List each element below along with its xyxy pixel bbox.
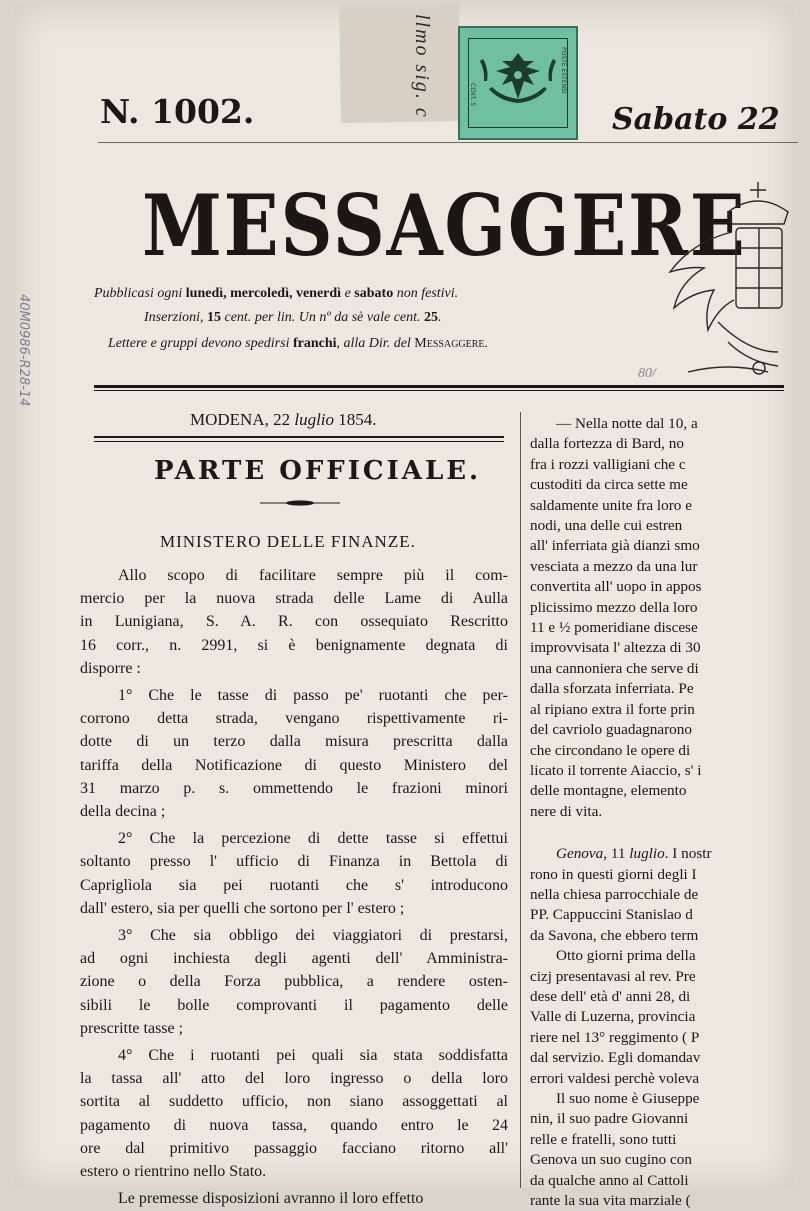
article-line: dall' estero, sia per quelli che sortono per l' estero ; <box>80 899 405 917</box>
stamp-country: POSTE ESTENSI <box>560 47 567 94</box>
news-line: fra i rozzi valligiani che c <box>530 455 686 473</box>
article-line: mercio per la nuova strada delle Lame di Aulla <box>80 590 508 608</box>
article-line: la tassa all' atto del loro ingresso o della loro <box>80 1070 508 1088</box>
news-line: Valle di Luzerna, provincia <box>530 1008 696 1026</box>
dateline-place: MODENA, 22 <box>190 410 295 429</box>
genova-date: , 11 <box>603 845 630 863</box>
news-line: rante la sua vita marziale ( <box>530 1192 691 1210</box>
info-3-d: Messaggere <box>414 336 485 351</box>
article-line: 1° Che le tasse di passo pe' ruotanti che per- <box>118 687 508 705</box>
article-line: ad ogni inchiesta degli agenti dell' Amministra- <box>80 950 508 968</box>
news-line: convertita all' uopo in appos <box>530 578 702 596</box>
info-1-d: sabato <box>354 286 394 301</box>
header-rule <box>98 142 798 143</box>
news-line: 11 e ½ pomeridiane discese <box>530 619 698 637</box>
ministry-heading: MINISTERO DELLE FINANZE. <box>160 532 416 551</box>
right-column-text <box>530 414 810 1211</box>
coat-of-arms-icon <box>658 172 808 382</box>
news-line: dal servizio. Egli domandav <box>530 1049 701 1067</box>
margin-pencil-note: 40M0986-R28-14 <box>16 294 31 407</box>
info-line-3 <box>108 336 488 352</box>
info-2-b: 15 <box>207 310 221 325</box>
news-line: Otto giorni prima della <box>556 947 696 965</box>
dateline <box>190 410 377 430</box>
info-2-a: Inserzioni, <box>144 310 207 325</box>
article-line: soltanto presso l' ufficio di Finanza in Bettola di <box>80 853 508 871</box>
dateline-month: luglio <box>294 410 335 429</box>
stamp-frame <box>468 38 568 128</box>
dateline-rule-thin <box>94 441 504 442</box>
info-2-d: 25 <box>424 310 439 325</box>
pencil-mark: 80/ <box>638 366 656 381</box>
news-line: errori valdesi perchè voleva <box>530 1069 700 1087</box>
article-line: 3° Che sia obbligo dei viaggiatori di prestarsi, <box>118 927 508 945</box>
news-line: da qualche anno al Cattoli <box>530 1171 689 1189</box>
genova-place: Genova <box>556 845 604 863</box>
news-line: nere di vita. <box>530 802 603 820</box>
news-line: nin, il suo padre Giovanni <box>530 1110 689 1128</box>
news-line: improvvisata l' altezza di 30 <box>530 639 701 657</box>
info-3-a: Lettere e gruppi devono spedirsi <box>108 336 293 351</box>
postage-stamp <box>458 26 578 140</box>
issue-date: Sabato 22 <box>612 102 780 137</box>
news-line: rono in questi giorni degli I <box>530 865 697 883</box>
article-line: Le premesse disposizioni avranno il loro effetto <box>118 1190 424 1208</box>
info-1-a: Pubblicasi ogni <box>94 286 186 301</box>
info-1-e: non festivi. <box>393 286 459 301</box>
info-3-c: , alla Dir. del <box>336 336 415 351</box>
genova-dateline <box>530 844 810 864</box>
article-line: della decina ; <box>80 803 166 821</box>
news-line: Genova un suo cugino con <box>530 1151 692 1169</box>
article-line: Allo scopo di facilitare sempre più il com- <box>118 567 508 584</box>
news-line: Il suo nome è Giuseppe <box>556 1090 700 1107</box>
issue-number: N. 1002. <box>100 92 255 131</box>
article-line: 2° Che la percezione di dette tasse si effettui <box>118 830 508 848</box>
info-2-e: . <box>438 310 442 325</box>
article-line: ore dal primitivo passaggio facciano ritorno all' <box>80 1139 508 1157</box>
stamp-value: CENT. 5 <box>469 83 476 107</box>
masthead-rule-thin <box>94 390 784 391</box>
news-line: plicissimo mezzo della loro <box>530 598 698 616</box>
eagle-icon <box>469 39 567 127</box>
article-line: dotte di un terzo dalla misura prescritta dalla <box>80 733 508 751</box>
handwritten-address: llmo sig. c <box>411 14 433 119</box>
newspaper-page <box>14 4 794 1210</box>
article-line: 4° Che i ruotanti pei quali sia stata soddisfatta <box>118 1047 508 1065</box>
news-line: riere nel 13° reggimento ( P <box>530 1028 700 1046</box>
column-divider <box>520 412 521 1188</box>
masthead-title: MESSAGGERE <box>142 176 747 275</box>
article-line: disporre : <box>80 659 141 677</box>
info-line-1 <box>94 286 458 302</box>
article-line: 31 marzo p. s. ommettendo le frazioni minori <box>80 779 508 797</box>
genova-month: luglio <box>629 845 665 863</box>
news-line: una cannoniera che serve di <box>530 659 699 677</box>
article-line: 16 corr., n. 2991, si è benignamente degnata di <box>80 636 508 654</box>
section-title: PARTE OFFICIALE. <box>154 456 482 486</box>
news-line: che circondano le opere di <box>530 741 691 759</box>
article-line: corrono detta strada, vengano rispettivamente ri- <box>80 710 508 728</box>
info-1-b: lunedì, mercoledì, venerdì <box>185 286 342 301</box>
news-line: dese dell' età d' anni 28, di <box>530 987 691 1005</box>
article-line: prescritte tasse ; <box>80 1019 184 1037</box>
dateline-year: 1854. <box>334 410 377 429</box>
article-line: sortita al suddetto ufficio, non siano assoggettati al <box>80 1093 508 1111</box>
article-line: Capriglìola sia pei ruotanti che s' introducono <box>80 876 508 894</box>
news-line: custoditi da circa sette me <box>530 476 688 494</box>
news-line: al ripiano extra il forte prin <box>530 700 695 718</box>
article-line: pagamento di nuova tassa, quando entro le 24 <box>80 1116 508 1134</box>
info-3-e: . <box>484 336 489 351</box>
left-column-text <box>80 564 508 1210</box>
news-line: del cavriolo guadagnarono <box>530 721 692 739</box>
article-line: sibili le bolle comprovanti il pagamento delle <box>80 996 508 1014</box>
masthead-rule-thick <box>94 385 784 388</box>
news-line: relle e fratelli, sono tutti <box>530 1130 677 1148</box>
dateline-rule-thick <box>94 436 504 438</box>
news-line: dalla fortezza di Bard, no <box>530 435 684 453</box>
info-1-c: e <box>341 286 355 301</box>
news-line: saldamente unite fra loro e <box>530 496 692 514</box>
ornament-divider <box>260 500 340 506</box>
news-line: nella chiesa parrocchiale de <box>530 885 699 903</box>
news-line: PP. Cappuccini Stanislao d <box>530 906 693 924</box>
news-line: da Savona, che ebbero term <box>530 926 699 944</box>
address-label <box>339 3 461 123</box>
genova-rest: . I nostr <box>664 845 712 863</box>
news-line: licato il torrente Aiaccio, s' i <box>530 761 702 779</box>
article-line: estero o rientrino nello Stato. <box>80 1163 267 1181</box>
news-line: vesciata a mezzo da una lur <box>530 557 698 575</box>
info-2-c: cent. per lin. Un nº da sè vale cent. <box>221 310 425 325</box>
news-line: all' inferriata già dianzi smo <box>530 537 700 555</box>
news-line: cizj presentavasi al rev. Pre <box>530 967 696 985</box>
info-line-2 <box>144 310 442 326</box>
news-line: delle montagne, elemento <box>530 782 687 800</box>
news-line: dalla sforzata inferriata. Pe <box>530 680 694 698</box>
info-3-b: franchi <box>292 336 337 351</box>
article-line: zione o della Forza pubblica, a rendere osten- <box>80 973 508 991</box>
news-line: nodi, una delle cui estren <box>530 517 683 535</box>
article-line: tariffa della Notificazione di questo Ministero del <box>80 756 508 774</box>
article-line: in Lunigiana, S. A. R. con ossequiato Rescritto <box>80 613 508 631</box>
news-line: — Nella notte dal 10, a <box>556 415 698 432</box>
